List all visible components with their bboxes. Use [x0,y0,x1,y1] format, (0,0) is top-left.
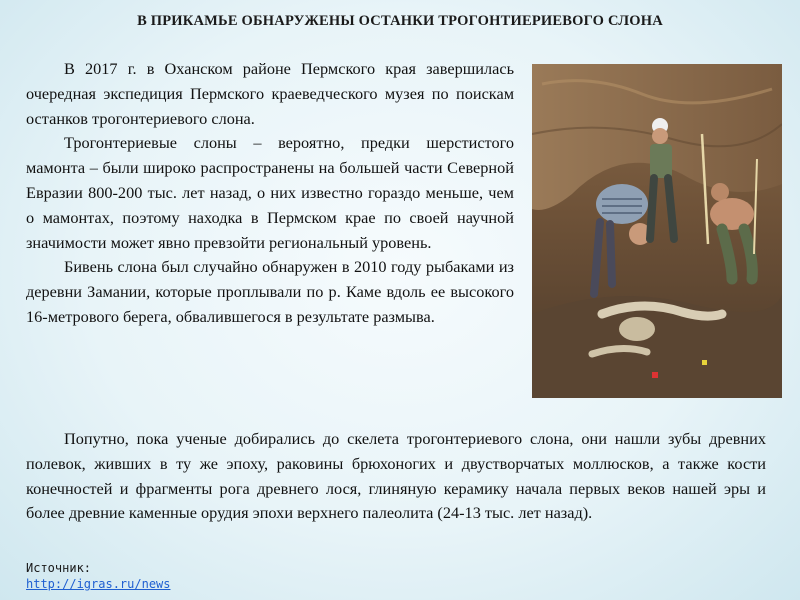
paragraph-elephants: Трогонтериевые слоны – вероятно, предки шерстистого мамонта – были широко распространены на большей части Северной Евразии 800-200 тыс. лет назад, о них известно гораздо меньше, чем о мамонтах, поэтому находка в Пермском крае по своей научной значимости может явно превзойти региональный уровень. [26,133,514,252]
slide-title: В ПРИКАМЬЕ ОБНАРУЖЕНЫ ОСТАНКИ ТРОГОНТИЕРИЕВОГО СЛОНА [137,13,663,29]
source-block [26,560,171,592]
bottom-text [26,427,766,526]
excavation-photo [532,64,782,398]
paragraph-expedition: В 2017 г. в Оханском районе Пермского края завершилась очередная экспедиция Пермского краеведческого музея по поискам останков трогонтериевого слона. [26,59,514,128]
source-link[interactable]: http://igras.ru/news [26,577,171,591]
source-label: Источник: [26,561,92,575]
main-text-column [26,57,514,330]
paragraph-finds: Попутно, пока ученые добирались до скелета трогонтериевого слона, они нашли зубы древних полевок, живших в ту же эпоху, раковины брюхоногих и двустворчатых моллюсков, а также кости конечностей и фрагменты рога древнего лося, глиняную керамику начала первых веков нашей эры и более древние каменные орудия эпохи верхнего палеолита (24-13 тыс. лет назад). [26,429,766,523]
paragraph-tusk: Бивень слона был случайно обнаружен в 2010 году рыбаками из деревни Замании, которые проплывали по р. Каме вдоль ее высокого 16-метрового берега, обвалившегося в результате размыва. [26,257,514,326]
